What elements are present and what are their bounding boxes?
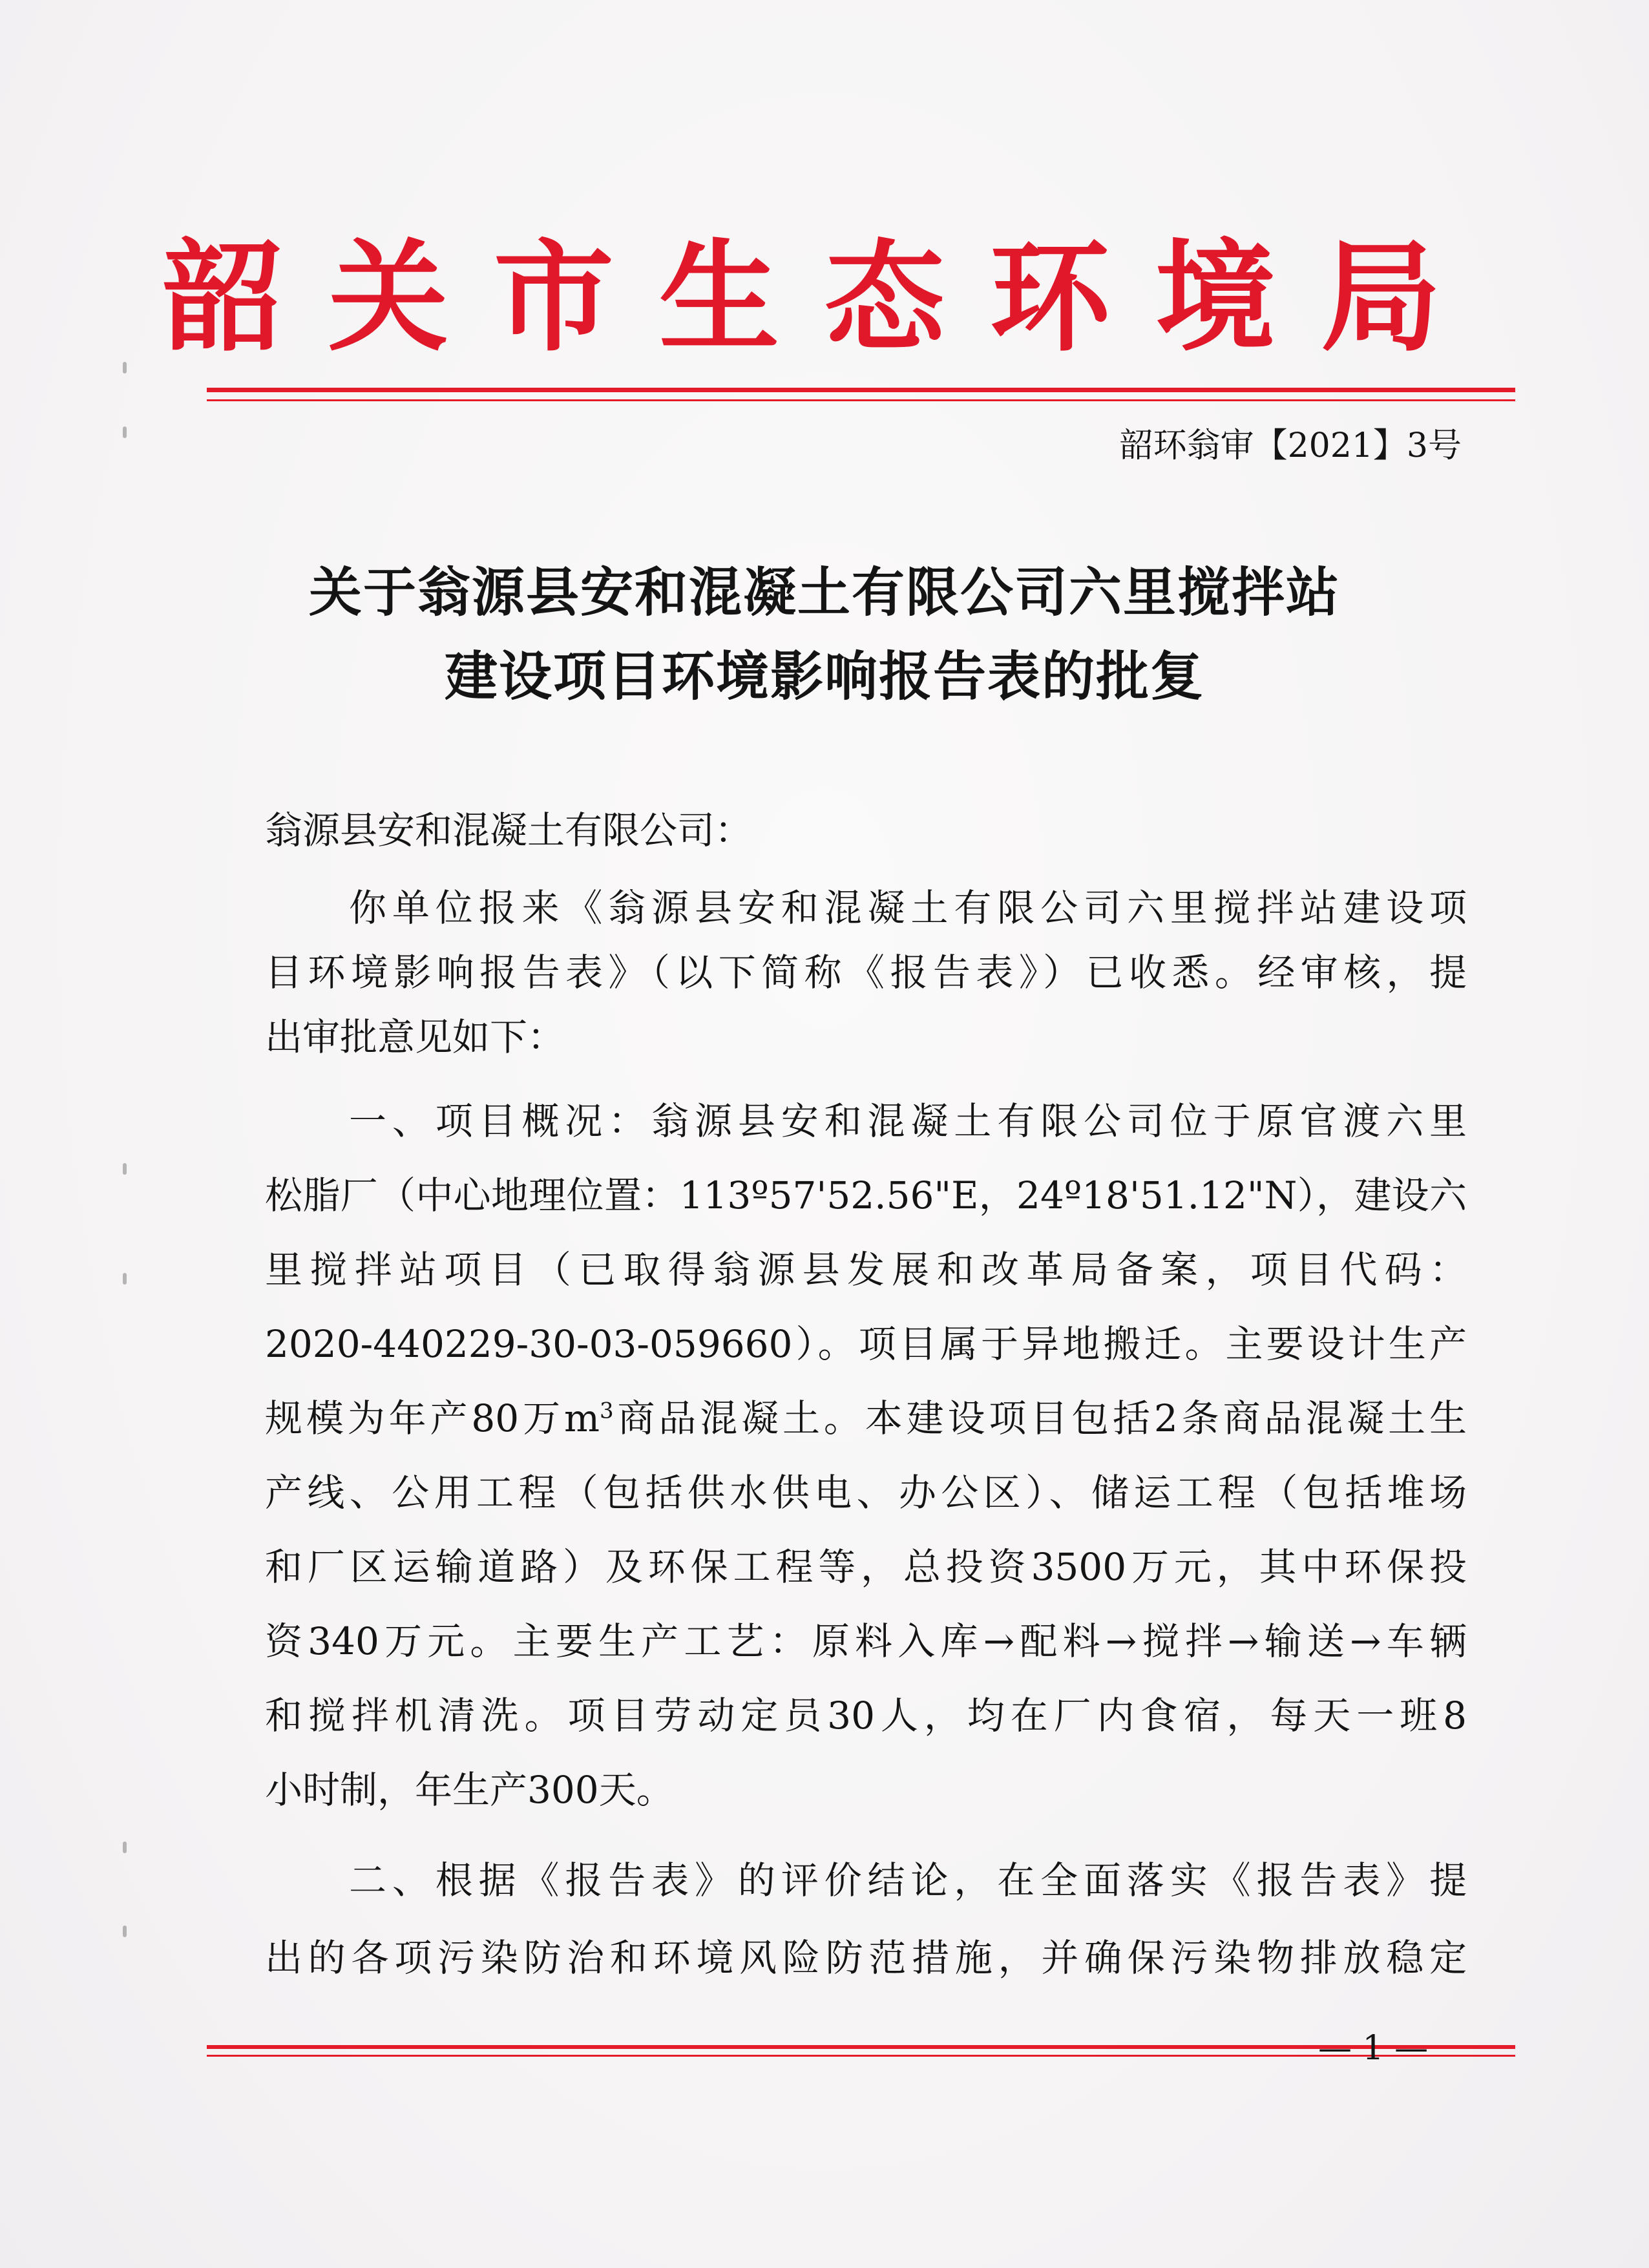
binder-hole-mark [123,1163,127,1175]
binder-hole-mark [123,1926,127,1937]
page-number: — 1 — [1318,2029,1429,2068]
body-line-3: 出审批意见如下： [265,1015,565,1059]
binder-hole-mark [123,362,127,373]
body-line-2: 目环境影响报告表》（以下简称《报告表》）已收悉。经审核，提 [265,950,1467,994]
body-line-13: 小时制，年生产300天。 [265,1768,674,1812]
body-line-10: 和厂区运输道路）及环保工程等，总投资3500万元，其中环保投 [265,1545,1467,1589]
body-line-11: 资340万元。主要生产工艺：原料入库→配料→搅拌→输送→车辆 [265,1619,1467,1663]
binder-hole-mark [123,1842,127,1853]
body-line-4: 一、项目概况：翁源县安和混凝土有限公司位于原官渡六里 [349,1099,1467,1143]
body-line-8 [265,1392,1467,1444]
body-line-8-part-1: 规模为年产80万m [265,1396,600,1440]
body-line-5: 松脂厂（中心地理位置：113º57'52.56"E，24º18'51.12"N），建设六 [265,1173,1467,1217]
header-rule-thick [207,388,1515,392]
body-line-9: 产线、公用工程（包括供水供电、办公区）、储运工程（包括堆场 [265,1471,1467,1515]
body-line-12: 和搅拌机清洗。项目劳动定员30人，均在厂内食宿，每天一班8 [265,1694,1467,1738]
body-line-8-part-2: 商品混凝土。本建设项目包括2条商品混凝土生 [613,1396,1467,1440]
binder-hole-mark [123,1273,127,1285]
body-line-7: 2020-440229-30-03-059660）。项目属于异地搬迁。主要设计生产 [265,1322,1467,1366]
salutation: 翁源县安和混凝土有限公司： [265,808,753,852]
binder-hole-mark [123,426,127,438]
body-line-15: 出的各项污染防治和环境风险防范措施，并确保污染物排放稳定 [265,1936,1467,1980]
document-title-line-2: 建设项目环境影响报告表的批复 [444,646,1204,708]
document-title-line-1: 关于翁源县安和混凝土有限公司六里搅拌站 [308,562,1340,624]
cubic-superscript: 3 [599,1398,614,1424]
header-rule-thin [207,399,1515,401]
body-line-6: 里搅拌站项目（已取得翁源县发展和改革局备案，项目代码： [265,1248,1467,1292]
body-line-14: 二、根据《报告表》的评价结论，在全面落实《报告表》提 [349,1858,1467,1902]
body-line-1: 你单位报来《翁源县安和混凝土有限公司六里搅拌站建设项 [349,886,1467,930]
agency-title: 韶关市生态环境局 [162,226,1486,368]
document-number: 韶环翁审【2021】3号 [1119,426,1462,465]
